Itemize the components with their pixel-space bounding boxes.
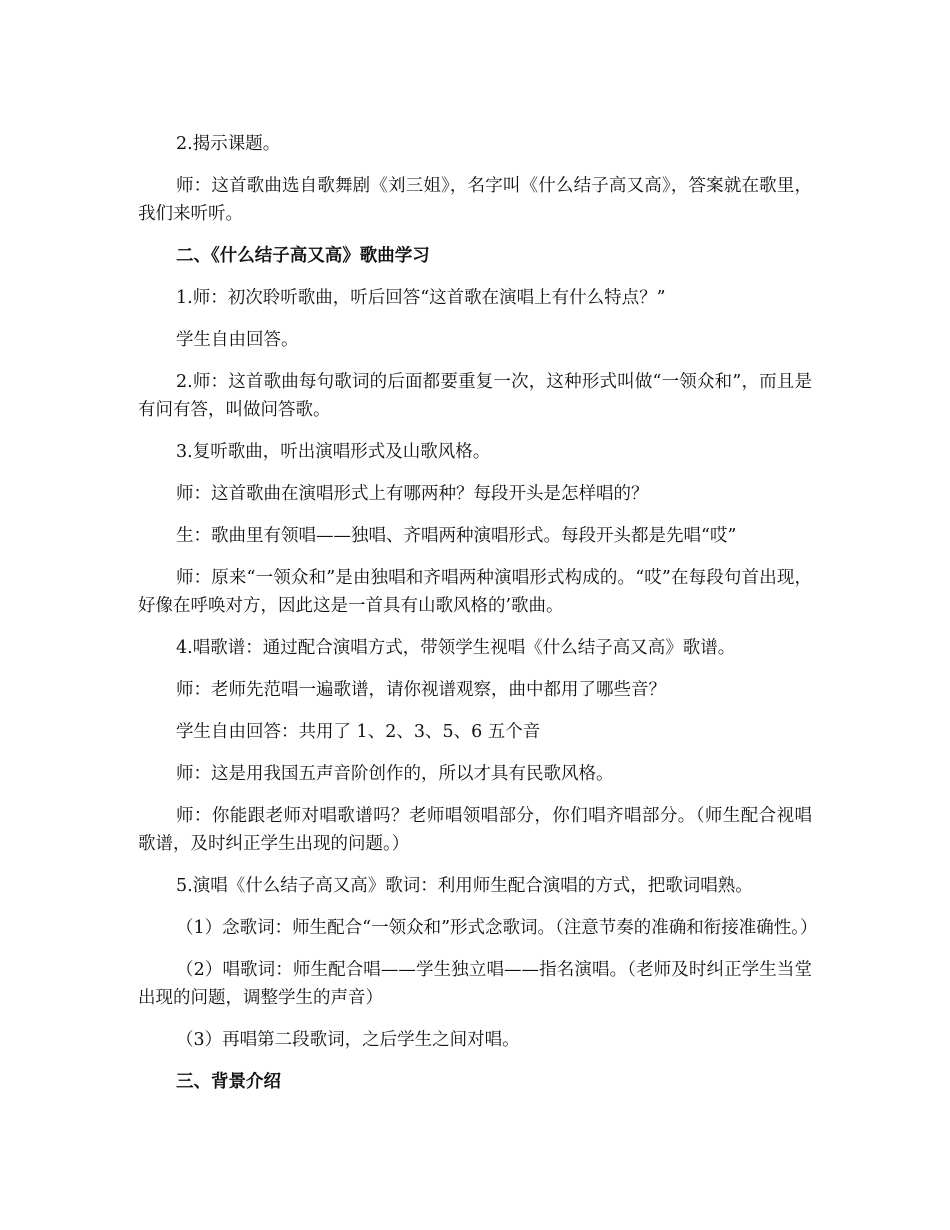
paragraph-student-reply: 生：歌曲里有领唱——独唱、齐唱两种演唱形式。每段开头都是先唱“哎” [176,526,737,546]
paragraph-second-verse: （3）再唱第二段歌词，之后学生之间对唱。 [176,1030,520,1050]
paragraph-student-answer: 学生自由回答。 [176,330,299,350]
paragraph-reveal-topic: 2.揭示课题。 [176,134,281,154]
paragraph-pentatonic: 师：这是用我国五声音阶创作的，所以才具有民歌风格。 [176,764,614,784]
paragraph-teacher-question: 师：这首歌曲在演唱形式上有哪两种？每段开头是怎样唱的？ [176,484,649,504]
paragraph-first-listen: 1.师：初次聆听歌曲，听后回答“这首歌在演唱上有什么特点？” [176,288,666,308]
paragraph-sing-lyrics-steps: （2）唱歌词：师生配合唱——学生独立唱——指名演唱。（老师及时纠正学生当堂出现的问题，调整学生的声音） [138,960,812,1008]
paragraph-five-notes: 学生自由回答：共用了 1、2、3、5、6 五个音 [176,722,541,742]
paragraph-teacher-demo: 师：老师先范唱一遍歌谱，请你视谱观察，曲中都用了哪些音？ [176,680,666,700]
paragraph-relisten: 3.复听歌曲，听出演唱形式及山歌风格。 [176,442,491,462]
paragraph-recite-lyrics: （1）念歌词：师生配合“一领众和”形式念歌词。（注意节奏的准确和衔接准确性。） [176,918,818,938]
section-heading-song-learning: 二、《什么结子高又高》歌曲学习 [176,246,430,266]
paragraph-sing-lyrics: 5.演唱《什么结子高又高》歌词：利用师生配合演唱的方式，把歌词唱熟。 [176,876,753,896]
paragraph-duet-score: 师：你能跟老师对唱歌谱吗？老师唱领唱部分，你们唱齐唱部分。（师生配合视唱歌谱，及时纠正学生出现的问题。） [138,806,812,854]
paragraph-song-source: 师：这首歌曲选自歌舞剧《刘三姐》，名字叫《什么结子高又高》，答案就在歌里，我们来听听。 [138,176,812,224]
paragraph-call-response: 2.师：这首歌曲每句歌词的后面都要重复一次，这种形式叫做“一领众和”，而且是有问有答，叫做问答歌。 [138,372,812,420]
section-heading-background: 三、背景介绍 [176,1072,281,1092]
paragraph-sing-score: 4.唱歌谱：通过配合演唱方式，带领学生视唱《什么结子高又高》歌谱。 [176,638,736,658]
paragraph-teacher-explain: 师：原来“一领众和”是由独唱和齐唱两种演唱形式构成的。“哎”在每段句首出现，好像在呼唤对方，因此这是一首具有山歌风格的’歌曲。 [138,568,812,616]
